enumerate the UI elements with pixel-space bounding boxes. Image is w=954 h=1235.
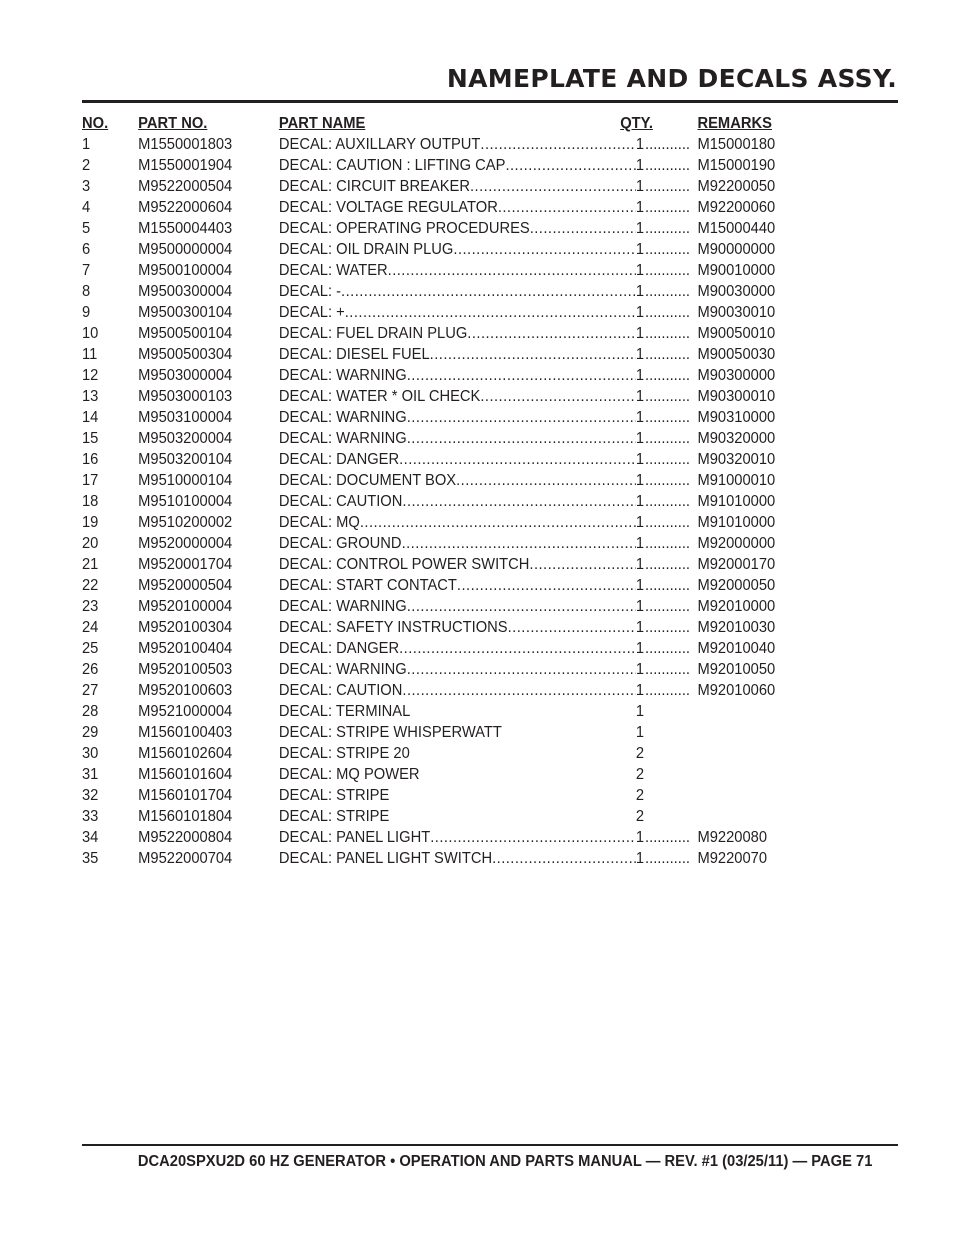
- row-qty: 1: [635, 598, 645, 615]
- row-leader-dots: ...........: [645, 598, 691, 615]
- row-leader-dots: ...........: [645, 493, 691, 510]
- row-remarks: M90050030: [697, 346, 776, 363]
- row-part-no: M1550001803: [138, 136, 233, 153]
- row-no: 15: [82, 430, 99, 447]
- row-part-name: DECAL: CONTROL POWER SWITCH .....: [279, 554, 636, 575]
- row-leader-dots: ...........: [645, 220, 691, 237]
- row-part-no: M9500500104: [138, 325, 233, 342]
- row-leader-dots: ...........: [645, 409, 691, 426]
- row-part-name: DECAL: GROUND .....: [279, 533, 636, 554]
- row-part-name: DECAL: WARNING .....: [279, 428, 636, 449]
- row-no: 21: [82, 556, 99, 573]
- row-part-name: DECAL: CAUTION : LIFTING CAP .....: [279, 155, 636, 176]
- row-part-no: M9520100603: [138, 682, 233, 699]
- row-part-name: DECAL: WATER * OIL CHECK .....: [279, 386, 636, 407]
- row-qty: 1: [635, 451, 645, 468]
- row-no: 34: [82, 829, 99, 846]
- row-part-no: M9500500304: [138, 346, 233, 363]
- row-leader-dots: ...........: [645, 199, 691, 216]
- row-remarks: M92010050: [697, 661, 776, 678]
- row-leader-dots: ...........: [645, 430, 691, 447]
- row-qty: 1: [635, 157, 645, 174]
- row-remarks: M90030000: [697, 283, 776, 300]
- row-part-name: DECAL: CAUTION .....: [279, 491, 636, 512]
- row-no: 7: [82, 262, 91, 279]
- title-rule: [82, 100, 898, 103]
- row-leader-dots: ...........: [645, 304, 691, 321]
- row-part-no: M9500000004: [138, 241, 233, 258]
- row-remarks: M90010000: [697, 262, 776, 279]
- row-part-no: M9503000004: [138, 367, 233, 384]
- row-no: 10: [82, 325, 99, 342]
- row-part-no: M9500100004: [138, 262, 233, 279]
- header-part-no: PART NO.: [138, 115, 208, 132]
- row-qty: 1: [635, 577, 645, 594]
- row-part-no: M9520100004: [138, 598, 233, 615]
- row-part-name: DECAL: VOLTAGE REGULATOR .....: [279, 197, 636, 218]
- row-part-no: M9503000103: [138, 388, 233, 405]
- row-qty: 1: [635, 241, 645, 258]
- row-leader-dots: ...........: [645, 535, 691, 552]
- row-part-name: DECAL: WARNING .....: [279, 407, 636, 428]
- row-leader-dots: ...........: [645, 136, 691, 153]
- row-qty: 1: [635, 640, 645, 657]
- row-no: 35: [82, 850, 99, 867]
- row-qty: 1: [635, 199, 645, 216]
- row-qty: 1: [635, 430, 645, 447]
- row-part-no: M9510100004: [138, 493, 233, 510]
- row-leader-dots: ...........: [645, 157, 691, 174]
- row-remarks: M92010000: [697, 598, 776, 615]
- row-leader-dots: ...........: [645, 577, 691, 594]
- row-part-no: M9510000104: [138, 472, 233, 489]
- row-part-name: DECAL: TERMINAL: [278, 703, 411, 720]
- row-part-name: DECAL: MQ .....: [279, 512, 636, 533]
- row-part-name: DECAL: CIRCUIT BREAKER .....: [279, 176, 636, 197]
- row-part-name: DECAL: STRIPE: [278, 808, 390, 825]
- row-no: 1: [82, 136, 91, 153]
- row-leader-dots: ...........: [645, 325, 691, 342]
- row-remarks: M90310000: [697, 409, 776, 426]
- row-leader-dots: ...........: [645, 241, 691, 258]
- row-qty: 1: [635, 388, 645, 405]
- row-leader-dots: ...........: [645, 514, 691, 531]
- row-qty: 1: [635, 724, 645, 741]
- row-remarks: M90030010: [697, 304, 776, 321]
- row-remarks: M92200050: [697, 178, 776, 195]
- row-leader-dots: ...........: [645, 829, 691, 846]
- row-part-no: M9500300104: [138, 304, 233, 321]
- header-no: NO.: [82, 115, 109, 132]
- row-part-name: DECAL: CAUTION .....: [279, 680, 636, 701]
- row-remarks: M15000190: [697, 157, 776, 174]
- row-part-no: M9520001704: [138, 556, 233, 573]
- row-part-no: M9521000004: [138, 703, 233, 720]
- row-qty: 1: [635, 535, 645, 552]
- row-no: 17: [82, 472, 99, 489]
- row-part-no: M1560100403: [138, 724, 233, 741]
- row-no: 23: [82, 598, 99, 615]
- row-remarks: M15000180: [697, 136, 776, 153]
- row-qty: 1: [635, 703, 645, 720]
- row-part-name: DECAL: STRIPE 20: [278, 745, 410, 762]
- row-part-no: M1560101804: [138, 808, 233, 825]
- row-no: 11: [82, 346, 98, 363]
- row-remarks: M92010040: [697, 640, 776, 657]
- row-no: 6: [82, 241, 91, 258]
- row-part-no: M9520100304: [138, 619, 233, 636]
- row-qty: 1: [635, 346, 645, 363]
- row-qty: 1: [635, 829, 645, 846]
- row-part-no: M9503200104: [138, 451, 233, 468]
- row-remarks: M9220080: [697, 829, 768, 846]
- row-part-name: DECAL: WATER .....: [279, 260, 636, 281]
- row-part-name: DECAL: FUEL DRAIN PLUG .....: [279, 323, 636, 344]
- row-part-no: M1560101704: [138, 787, 233, 804]
- row-qty: 1: [635, 472, 645, 489]
- row-no: 3: [82, 178, 91, 195]
- row-leader-dots: ...........: [645, 661, 691, 678]
- row-qty: 2: [635, 808, 645, 825]
- row-part-no: M9522000504: [138, 178, 233, 195]
- row-leader-dots: ...........: [645, 388, 691, 405]
- row-remarks: M92010030: [697, 619, 776, 636]
- row-qty: 1: [635, 325, 645, 342]
- row-remarks: M15000440: [697, 220, 776, 237]
- row-leader-dots: ...........: [645, 451, 691, 468]
- row-part-no: M9522000704: [138, 850, 233, 867]
- row-part-name: DECAL: WARNING .....: [279, 659, 636, 680]
- row-part-name: DECAL: STRIPE: [278, 787, 390, 804]
- row-qty: 1: [635, 661, 645, 678]
- footer-rule: [82, 1144, 898, 1146]
- row-qty: 1: [635, 367, 645, 384]
- row-no: 32: [82, 787, 99, 804]
- row-remarks: M90320010: [697, 451, 776, 468]
- row-part-name: DECAL: DANGER .....: [279, 638, 636, 659]
- row-no: 30: [82, 745, 99, 762]
- row-part-no: M9520100404: [138, 640, 233, 657]
- row-no: 9: [82, 304, 91, 321]
- row-leader-dots: ...........: [645, 682, 691, 699]
- row-no: 5: [82, 220, 91, 237]
- row-remarks: M90050010: [697, 325, 776, 342]
- row-part-name: DECAL: WARNING .....: [279, 596, 636, 617]
- header-qty: QTY.: [620, 115, 653, 132]
- row-no: 26: [82, 661, 99, 678]
- row-part-name: DECAL: WARNING .....: [279, 365, 636, 386]
- row-no: 14: [82, 409, 99, 426]
- row-part-no: M1550004403: [138, 220, 233, 237]
- row-leader-dots: ...........: [645, 850, 691, 867]
- row-qty: 1: [635, 682, 645, 699]
- row-qty: 1: [635, 493, 645, 510]
- row-qty: 1: [635, 514, 645, 531]
- row-leader-dots: ...........: [645, 367, 691, 384]
- row-part-name: DECAL: + .....: [279, 302, 636, 323]
- row-remarks: M9220070: [697, 850, 768, 867]
- row-no: 2: [82, 157, 91, 174]
- row-part-no: M9503200004: [138, 430, 233, 447]
- row-remarks: M90300000: [697, 367, 776, 384]
- row-leader-dots: ...........: [645, 472, 691, 489]
- row-qty: 2: [635, 745, 645, 762]
- row-qty: 1: [635, 850, 645, 867]
- header-remarks: REMARKS: [697, 115, 772, 132]
- row-part-no: M1550001904: [138, 157, 233, 174]
- page-footer: DCA20SPXU2D 60 HZ GENERATOR • OPERATION AND PARTS MANUAL — REV. #1 (03/25/11) — PAGE 71: [137, 1153, 872, 1170]
- row-part-no: M9500300004: [138, 283, 233, 300]
- row-qty: 1: [635, 304, 645, 321]
- row-part-no: M9520100503: [138, 661, 233, 678]
- row-remarks: M91000010: [697, 472, 776, 489]
- row-part-no: M9503100004: [138, 409, 233, 426]
- row-part-no: M9510200002: [138, 514, 233, 531]
- row-part-name: DECAL: DOCUMENT BOX .....: [279, 470, 636, 491]
- row-part-no: M9520000004: [138, 535, 233, 552]
- row-remarks: M91010000: [697, 514, 776, 531]
- row-no: 29: [82, 724, 99, 741]
- row-qty: 1: [635, 220, 645, 237]
- row-part-name: DECAL: STRIPE WHISPERWATT: [278, 724, 502, 741]
- row-no: 20: [82, 535, 99, 552]
- row-no: 33: [82, 808, 99, 825]
- row-remarks: M92000050: [697, 577, 776, 594]
- row-no: 27: [82, 682, 99, 699]
- row-part-name: DECAL: START CONTACT .....: [279, 575, 636, 596]
- row-part-name: DECAL: DANGER .....: [279, 449, 636, 470]
- row-remarks: M92200060: [697, 199, 776, 216]
- row-no: 4: [82, 199, 91, 216]
- row-part-name: DECAL: PANEL LIGHT .....: [279, 827, 636, 848]
- row-qty: 1: [635, 556, 645, 573]
- page-title: NAMEPLATE AND DECALS ASSY.: [446, 64, 897, 93]
- row-no: 25: [82, 640, 99, 657]
- row-leader-dots: ...........: [645, 178, 691, 195]
- row-leader-dots: ...........: [645, 640, 691, 657]
- row-no: 13: [82, 388, 99, 405]
- row-part-name: DECAL: MQ POWER: [278, 766, 420, 783]
- row-remarks: M90320000: [697, 430, 776, 447]
- row-no: 28: [82, 703, 99, 720]
- row-qty: 1: [635, 262, 645, 279]
- row-leader-dots: ...........: [645, 619, 691, 636]
- row-remarks: M92000170: [697, 556, 776, 573]
- row-part-name: DECAL: - .....: [279, 281, 636, 302]
- row-remarks: M92000000: [697, 535, 776, 552]
- row-no: 16: [82, 451, 99, 468]
- row-part-name: DECAL: OIL DRAIN PLUG .....: [279, 239, 636, 260]
- row-part-name: DECAL: DIESEL FUEL .....: [279, 344, 636, 365]
- row-part-no: M9520000504: [138, 577, 233, 594]
- row-qty: 1: [635, 619, 645, 636]
- row-leader-dots: ...........: [645, 346, 691, 363]
- row-qty: 1: [635, 283, 645, 300]
- row-leader-dots: ...........: [645, 556, 691, 573]
- row-no: 22: [82, 577, 99, 594]
- row-leader-dots: ...........: [645, 262, 691, 279]
- row-no: 31: [82, 766, 99, 783]
- row-remarks: M91010000: [697, 493, 776, 510]
- row-leader-dots: ...........: [645, 283, 691, 300]
- row-remarks: M92010060: [697, 682, 776, 699]
- row-qty: 2: [635, 787, 645, 804]
- row-part-name: DECAL: PANEL LIGHT SWITCH .....: [279, 848, 636, 869]
- row-part-name: DECAL: SAFETY INSTRUCTIONS .....: [279, 617, 636, 638]
- row-part-no: M9522000604: [138, 199, 233, 216]
- row-part-name: DECAL: AUXILLARY OUTPUT .....: [279, 134, 636, 155]
- row-qty: 1: [635, 136, 645, 153]
- row-no: 18: [82, 493, 99, 510]
- row-part-no: M1560101604: [138, 766, 233, 783]
- header-part-name: PART NAME: [278, 115, 366, 132]
- row-no: 8: [82, 283, 91, 300]
- row-part-no: M9522000804: [138, 829, 233, 846]
- row-qty: 1: [635, 178, 645, 195]
- row-remarks: M90300010: [697, 388, 776, 405]
- row-remarks: M90000000: [697, 241, 776, 258]
- row-part-name: DECAL: OPERATING PROCEDURES .....: [279, 218, 636, 239]
- row-qty: 1: [635, 409, 645, 426]
- row-part-no: M1560102604: [138, 745, 233, 762]
- row-qty: 2: [635, 766, 645, 783]
- row-no: 19: [82, 514, 99, 531]
- row-no: 12: [82, 367, 99, 384]
- row-no: 24: [82, 619, 99, 636]
